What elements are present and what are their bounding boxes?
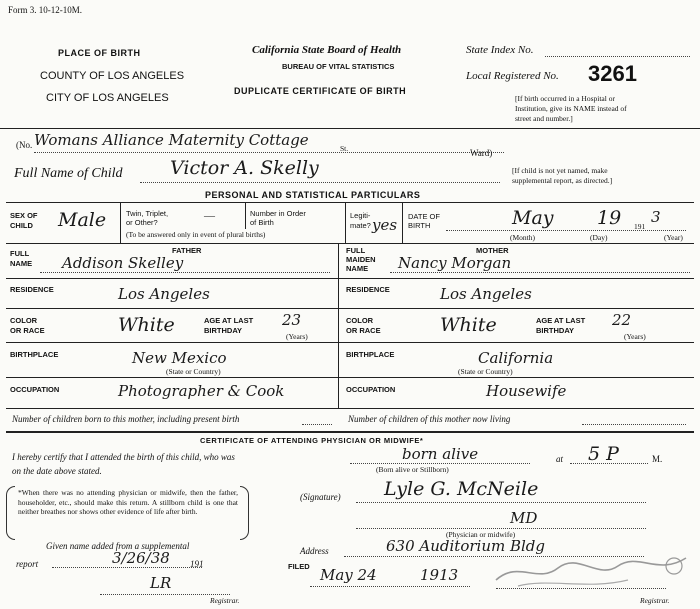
child-note-2: supplemental report, as directed.]	[512, 176, 613, 185]
state-index-line	[545, 56, 690, 57]
physician-address: 630 Auditorium Bldg	[386, 537, 545, 555]
children-living-line	[582, 424, 686, 425]
registrar-line	[496, 588, 666, 589]
supplemental-line	[52, 567, 202, 568]
address-label: Address	[300, 546, 329, 556]
degree-line	[356, 528, 646, 529]
certificate-title: CERTIFICATE OF ATTENDING PHYSICIAN OR MIDWIFE*	[200, 436, 424, 445]
mother-birthplace: California	[478, 349, 554, 367]
physician-caption: (Physician or midwife)	[446, 530, 516, 539]
plural-note: (To be answered only in event of plural births)	[126, 230, 266, 239]
street-label: St.	[340, 144, 349, 153]
certificate-top-rule	[6, 431, 694, 433]
father-full-label-1: FULL	[10, 249, 30, 258]
father-name-line	[40, 272, 330, 273]
born-alive-caption: (Born alive or Stillborn)	[376, 465, 449, 474]
supplemental-registrar-initials: LR	[150, 574, 172, 592]
year-caption: (Year)	[664, 233, 683, 242]
filed-label: FILED	[288, 562, 310, 571]
dob-year-prefix: 191	[634, 222, 646, 231]
father-age-label-2: BIRTHDAY	[204, 326, 243, 335]
twin-label-1: Twin, Triplet,	[126, 209, 169, 218]
children-born-line	[302, 424, 332, 425]
place-of-birth-value: Womans Alliance Maternity Cottage	[34, 131, 309, 149]
state-index-label: State Index No.	[466, 44, 534, 56]
mother-color-rule	[338, 342, 694, 343]
sex-label-2: CHILD	[10, 221, 33, 230]
father-birthplace-rule	[6, 377, 338, 378]
certify-text-2: on the date above stated.	[12, 466, 102, 476]
dob-month: May	[512, 207, 554, 229]
supplemental-year-prefix: 191	[190, 559, 204, 569]
given-name-label: Given name added from a supplemental	[46, 541, 190, 551]
at-label: at	[556, 454, 564, 464]
place-of-birth-heading: PLACE OF BIRTH	[58, 48, 141, 58]
father-years-caption: (Years)	[286, 332, 308, 341]
row1-divider-4	[402, 203, 403, 243]
mother-age-label-1: AGE AT LAST	[536, 316, 586, 325]
father-name: Addison Skelley	[62, 254, 184, 272]
twin-value: —	[204, 210, 215, 222]
dob-day: 19	[597, 207, 622, 229]
father-residence-label: RESIDENCE	[10, 285, 54, 294]
father-color-label-2: OR RACE	[10, 326, 45, 335]
mother-heading: MOTHER	[476, 246, 509, 255]
dob-label-2: BIRTH	[408, 221, 431, 230]
row1-divider-1	[120, 203, 121, 243]
father-state-caption: (State or Country)	[166, 367, 221, 376]
mother-full-label-3: NAME	[346, 264, 369, 273]
mother-name-line	[390, 272, 690, 273]
occupation-rule	[6, 408, 694, 409]
county-label: COUNTY OF LOS ANGELES	[40, 70, 185, 82]
report-label: report	[16, 559, 39, 569]
registrar-signature-mark	[488, 550, 693, 592]
children-born-label: Number of children born to this mother, including present birth	[12, 414, 240, 424]
mother-state-caption: (State or Country)	[458, 367, 513, 376]
row1-divider-2	[245, 203, 246, 229]
mother-color: White	[440, 314, 497, 336]
birth-time-value: 5 P	[588, 443, 619, 465]
born-alive-value: born alive	[402, 445, 479, 463]
certify-text-1: I hereby certify that I attended the birth of this child, who was	[12, 452, 235, 462]
hospital-note-2: Institution, give its NAME instead of	[515, 104, 627, 113]
physician-degree: MD	[510, 509, 538, 527]
form-number: Form 3. 10-12-10M.	[8, 5, 82, 15]
mother-age-label-2: BIRTHDAY	[536, 326, 575, 335]
document-title: DUPLICATE CERTIFICATE OF BIRTH	[234, 86, 407, 96]
mother-occupation-label: OCCUPATION	[346, 385, 396, 394]
father-age-label-1: AGE AT LAST	[204, 316, 254, 325]
dob-line	[446, 230, 686, 231]
father-name-rule	[6, 278, 338, 279]
mother-full-label-2: MAIDEN	[346, 255, 376, 264]
mother-occupation: Housewife	[486, 382, 567, 400]
father-heading: FATHER	[172, 246, 202, 255]
father-color: White	[118, 314, 175, 336]
dob-label-1: DATE OF	[408, 212, 440, 221]
legit-label-1: Legiti-	[350, 211, 371, 220]
father-birthplace: New Mexico	[132, 349, 227, 367]
row1-bottom-rule	[6, 243, 694, 244]
legit-label-2: mate?	[350, 221, 371, 230]
child-name-value: Victor A. Skelly	[170, 157, 319, 179]
father-full-label-2: NAME	[10, 259, 33, 268]
mother-name: Nancy Morgan	[398, 254, 512, 272]
mother-residence-rule	[338, 308, 694, 309]
bureau-label: BUREAU OF VITAL STATISTICS	[282, 62, 395, 71]
father-occupation-label: OCCUPATION	[10, 385, 60, 394]
mother-birthplace-rule	[338, 377, 694, 378]
local-registered-label: Local Registered No.	[466, 70, 559, 82]
place-prefix: (No.	[16, 140, 33, 150]
dob-year-suffix: 3	[651, 208, 661, 226]
child-note-1: [If child is not yet named, make	[512, 166, 608, 175]
board-of-health-title: California State Board of Health	[252, 44, 402, 56]
born-alive-line	[350, 463, 530, 464]
header-rule	[0, 128, 700, 129]
footnote-right-brace	[240, 486, 249, 540]
sex-value: Male	[58, 209, 107, 231]
birth-time-line	[570, 463, 648, 464]
signature-line	[356, 502, 646, 503]
father-color-label-1: COLOR	[10, 316, 38, 325]
father-occupation: Photographer & Cook	[118, 382, 285, 400]
twin-label-2: or Other?	[126, 218, 158, 227]
mother-residence-label: RESIDENCE	[346, 285, 390, 294]
mother-birthplace-label: BIRTHPLACE	[346, 350, 395, 359]
order-label-2: of Birth	[250, 218, 274, 227]
signature-label: (Signature)	[300, 492, 341, 502]
place-line	[34, 152, 504, 153]
mother-years-caption: (Years)	[624, 332, 646, 341]
father-age: 23	[282, 311, 302, 329]
hospital-note-3: street and number.]	[515, 114, 573, 123]
footnote-left-brace	[6, 486, 15, 540]
table-top-rule	[6, 202, 694, 203]
supplemental-registrar-line	[100, 594, 230, 595]
section-title: PERSONAL AND STATISTICAL PARTICULARS	[205, 190, 421, 200]
supplemental-registrar-caption: Registrar.	[210, 596, 240, 605]
mother-color-label-2: OR RACE	[346, 326, 381, 335]
order-label-1: Number in Order	[250, 209, 306, 218]
registrar-caption: Registrar.	[640, 596, 670, 605]
mother-name-rule	[338, 278, 694, 279]
filed-line	[310, 586, 470, 587]
sex-label-1: SEX OF	[10, 211, 38, 220]
footnote-text: *When there was no attending physician or midwife, then the father, householder, etc., should make this return. A stillborn child is one that neither breathes nor shows other evidence of life after birth.	[18, 488, 238, 517]
father-birthplace-label: BIRTHPLACE	[10, 350, 59, 359]
mother-residence: Los Angeles	[440, 285, 532, 303]
local-registered-number: 3261	[588, 61, 637, 86]
father-residence-rule	[6, 308, 338, 309]
parents-divider	[338, 243, 339, 408]
legit-value: yes	[372, 216, 398, 234]
mother-color-label-1: COLOR	[346, 316, 374, 325]
children-living-label: Number of children of this mother now living	[348, 414, 511, 424]
filed-date: May 24	[320, 566, 377, 584]
supplemental-date: 3/26/38	[112, 549, 170, 567]
father-color-rule	[6, 342, 338, 343]
father-residence: Los Angeles	[118, 285, 210, 303]
ward-label: Ward)	[470, 148, 493, 158]
hospital-note-1: [If birth occurred in a Hospital or	[515, 94, 615, 103]
child-name-label: Full Name of Child	[14, 166, 123, 181]
child-name-line	[140, 182, 500, 183]
mother-age: 22	[612, 311, 632, 329]
city-label: CITY OF LOS ANGELES	[46, 92, 169, 104]
filed-year: 1913	[420, 566, 459, 584]
day-caption: (Day)	[590, 233, 608, 242]
mother-full-label-1: FULL	[346, 246, 366, 255]
m-label: M.	[652, 454, 663, 464]
row1-divider-3	[345, 203, 346, 243]
physician-signature: Lyle G. McNeile	[384, 478, 539, 500]
month-caption: (Month)	[510, 233, 535, 242]
